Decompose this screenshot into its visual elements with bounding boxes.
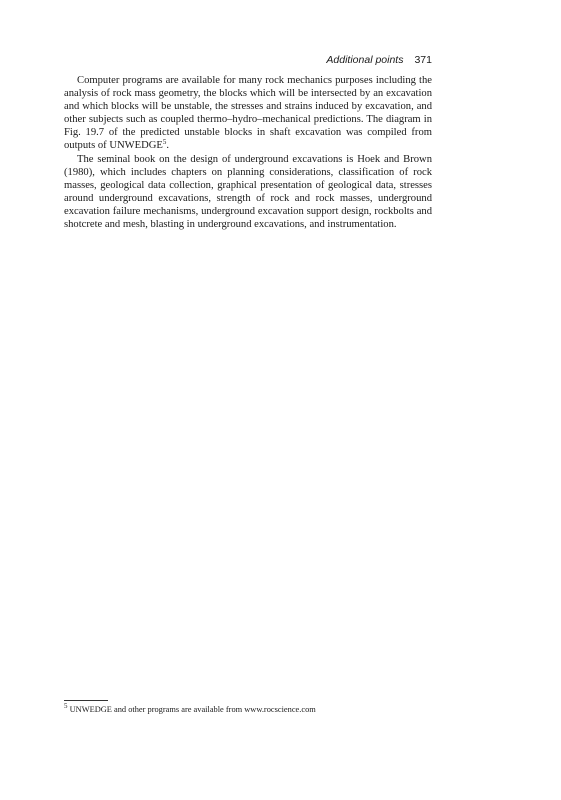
running-header [64, 53, 432, 67]
paragraph-text: The seminal book on the design of underground excavations is Hoek and Brown (1980), which includes chapters on planning considerations, classification of rock masses, geological data collection, graphical presentation of geological data, stresses around underground excavations, strength of rock and rock masses, underground excavation failure mechanisms, underground excavation support design, rockbolts and shotcrete and mesh, blasting in underground excavations, and instrumentation. [64, 153, 432, 231]
paragraph-tail: . [166, 140, 170, 152]
footnote-reference: 5 [162, 138, 167, 147]
page-number: 371 [414, 54, 432, 66]
footnote-rule [64, 700, 108, 701]
paragraph-text: Computer programs are available for many rock mechanics purposes including the analysis of rock mass geometry, the blocks which will be intersected by an excavation and which blocks will be unstable, the stresses and strains induced by excavation, and other subjects such as coupled thermo–hydro–mechanical predictions. The diagram in Fig. 19.7 of the predicted unstable blocks in shaft excavation was compiled from outputs of UNWEDGE [64, 75, 432, 152]
body-text [64, 74, 432, 231]
footnote-marker: 5 [64, 702, 68, 710]
footnote-text: UNWEDGE and other programs are available from www.rocscience.com [67, 705, 316, 714]
paragraph-computer-programs [64, 74, 432, 153]
footnote [64, 704, 432, 715]
paragraph-seminal-book [64, 153, 432, 232]
section-title: Additional points [326, 54, 404, 66]
